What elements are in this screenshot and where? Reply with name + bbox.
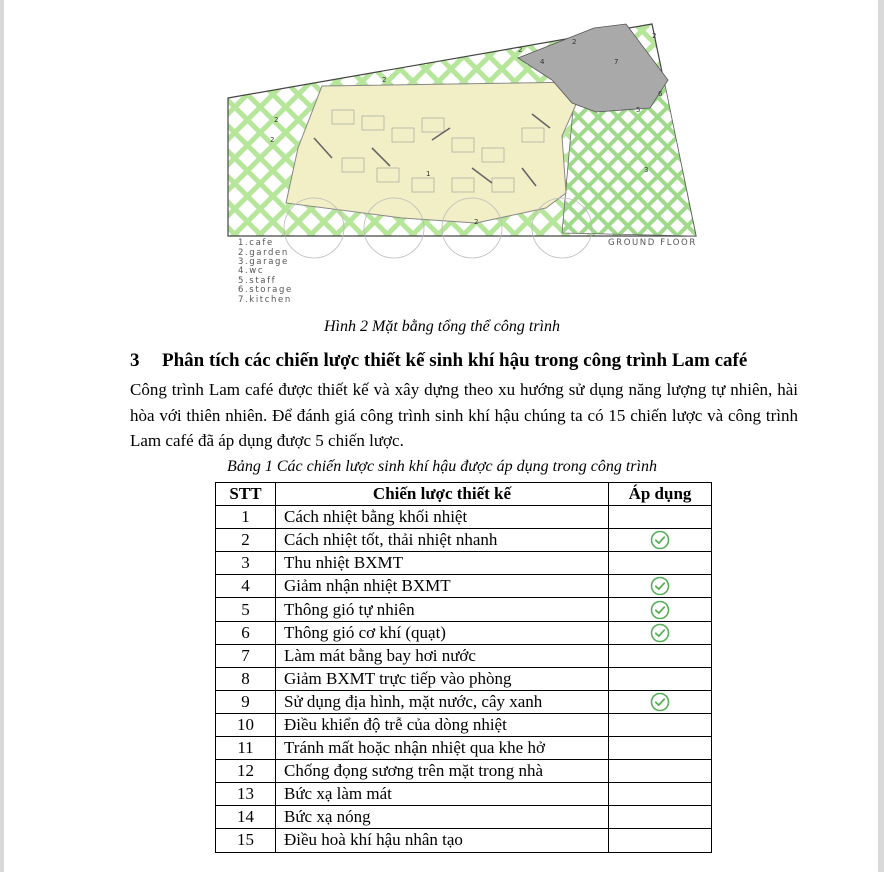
svg-text:6.storage: 6.storage	[238, 285, 293, 295]
row-applied	[609, 506, 712, 529]
row-applied	[609, 598, 712, 621]
row-strategy: Điều khiển độ trễ của dòng nhiệt	[276, 713, 609, 736]
svg-text:6: 6	[658, 90, 663, 98]
svg-text:4.wc: 4.wc	[238, 266, 265, 276]
table-row	[216, 621, 712, 644]
table-row	[216, 529, 712, 552]
row-stt: 11	[216, 737, 276, 760]
table-row	[216, 552, 712, 575]
svg-text:7.kitchen: 7.kitchen	[238, 295, 292, 305]
body-paragraph: Công trình Lam café được thiết kế và xây dựng theo xu hướng sử dụng năng lượng tự nhiên, hài hòa với thiên nhiên. Để đánh giá công trình sinh khí hậu chúng ta có 15 chiến lược và công trình Lam café đã áp dụng được 5 chiến lược.	[130, 380, 798, 450]
row-stt: 2	[216, 529, 276, 552]
plan-legend	[238, 238, 293, 305]
row-stt: 12	[216, 760, 276, 783]
row-strategy: Thông gió cơ khí (quạt)	[276, 621, 609, 644]
row-applied	[609, 552, 712, 575]
svg-text:1.cafe: 1.cafe	[238, 238, 274, 248]
row-applied	[609, 667, 712, 690]
row-strategy: Làm mát bằng bay hơi nước	[276, 644, 609, 667]
svg-text:2: 2	[274, 116, 279, 124]
row-applied	[609, 806, 712, 829]
row-stt: 4	[216, 575, 276, 598]
table-header-row	[216, 483, 712, 506]
svg-text:7: 7	[614, 58, 619, 66]
row-stt: 10	[216, 713, 276, 736]
row-strategy: Cách nhiệt tốt, thải nhiệt nhanh	[276, 529, 609, 552]
table-row	[216, 713, 712, 736]
svg-text:2: 2	[382, 76, 387, 84]
row-strategy: Chống đọng sương trên mặt trong nhà	[276, 760, 609, 783]
row-applied	[609, 713, 712, 736]
svg-text:1: 1	[426, 170, 431, 178]
site-plan-figure	[222, 18, 700, 308]
row-applied	[609, 575, 712, 598]
row-applied	[609, 529, 712, 552]
section-number: 3	[130, 350, 140, 371]
table-row	[216, 506, 712, 529]
table-row	[216, 737, 712, 760]
svg-text:3: 3	[644, 166, 649, 174]
row-stt: 15	[216, 829, 276, 852]
floor-label: GROUND FLOOR	[608, 238, 697, 248]
svg-text:2.garden: 2.garden	[238, 248, 289, 258]
row-strategy: Cách nhiệt bằng khối nhiệt	[276, 506, 609, 529]
svg-text:2: 2	[652, 32, 657, 40]
row-applied	[609, 829, 712, 852]
row-stt: 8	[216, 667, 276, 690]
table-row	[216, 806, 712, 829]
row-stt: 7	[216, 644, 276, 667]
svg-text:5.staff: 5.staff	[238, 276, 277, 286]
svg-text:3.garage: 3.garage	[238, 257, 289, 267]
row-stt: 13	[216, 783, 276, 806]
table-row	[216, 783, 712, 806]
table-caption: Bảng 1 Các chiến lược sinh khí hậu được áp dụng trong công trình	[227, 458, 657, 475]
row-strategy: Tránh mất hoặc nhận nhiệt qua khe hở	[276, 737, 609, 760]
figure-caption: Hình 2 Mặt bằng tổng thể công trình	[324, 318, 560, 335]
table-row	[216, 667, 712, 690]
check-circle-icon	[650, 530, 670, 550]
page-edge-left	[0, 0, 4, 872]
check-circle-icon	[650, 600, 670, 620]
check-circle-icon	[650, 623, 670, 643]
row-stt: 5	[216, 598, 276, 621]
svg-text:2: 2	[474, 218, 479, 226]
svg-text:2: 2	[270, 136, 275, 144]
table-row	[216, 644, 712, 667]
header-strategy: Chiến lược thiết kế	[276, 483, 609, 506]
row-strategy: Giảm BXMT trực tiếp vào phòng	[276, 667, 609, 690]
row-strategy: Thông gió tự nhiên	[276, 598, 609, 621]
row-strategy: Điều hoà khí hậu nhân tạo	[276, 829, 609, 852]
row-applied	[609, 644, 712, 667]
row-applied	[609, 737, 712, 760]
row-stt: 6	[216, 621, 276, 644]
row-strategy: Bức xạ làm mát	[276, 783, 609, 806]
header-stt: STT	[216, 483, 276, 506]
svg-text:5: 5	[636, 106, 641, 114]
row-applied	[609, 621, 712, 644]
page-edge-right	[878, 0, 884, 872]
row-applied	[609, 783, 712, 806]
svg-text:2: 2	[518, 46, 523, 54]
header-applied: Áp dụng	[609, 483, 712, 506]
table-row	[216, 575, 712, 598]
row-applied	[609, 760, 712, 783]
row-applied	[609, 690, 712, 713]
check-circle-icon	[650, 692, 670, 712]
row-stt: 14	[216, 806, 276, 829]
row-stt: 1	[216, 506, 276, 529]
table-row	[216, 598, 712, 621]
check-circle-icon	[650, 576, 670, 596]
row-stt: 9	[216, 690, 276, 713]
cafe-zone	[286, 82, 586, 223]
table-row	[216, 760, 712, 783]
row-strategy: Thu nhiệt BXMT	[276, 552, 609, 575]
row-strategy: Giảm nhận nhiệt BXMT	[276, 575, 609, 598]
row-strategy: Sử dụng địa hình, mặt nước, cây xanh	[276, 690, 609, 713]
section-heading	[130, 350, 747, 372]
row-strategy: Bức xạ nóng	[276, 806, 609, 829]
section-title: Phân tích các chiến lược thiết kế sinh khí hậu trong công trình Lam café	[162, 350, 748, 371]
svg-text:2: 2	[572, 38, 577, 46]
table-row	[216, 690, 712, 713]
row-stt: 3	[216, 552, 276, 575]
table-row	[216, 829, 712, 852]
svg-text:4: 4	[540, 58, 545, 66]
strategy-table	[215, 482, 712, 853]
